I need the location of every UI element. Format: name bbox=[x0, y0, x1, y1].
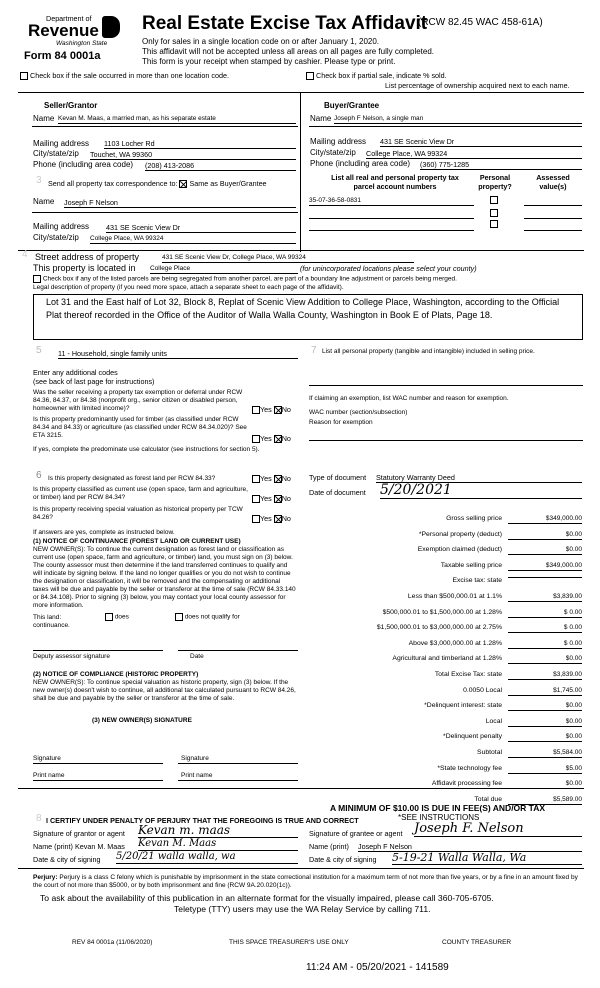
grantor-sig-label: Signature of grantor or agent bbox=[33, 829, 125, 838]
buyer-heading: Buyer/Grantee bbox=[324, 101, 380, 110]
tax-row-label: *Delinquent penalty bbox=[443, 733, 502, 740]
forest-question: Is this property designated as forest land per RCW 84.33? bbox=[48, 475, 216, 482]
d1-no-box[interactable] bbox=[274, 475, 282, 483]
grantor-signature: Kevan m. maas bbox=[138, 823, 298, 838]
grantor-name-label: Name (print) Kevan M. Maas bbox=[33, 842, 125, 851]
this-land-label: This land: bbox=[33, 614, 62, 621]
agency-name: Revenue bbox=[28, 21, 99, 40]
compliance-title: (2) NOTICE OF COMPLIANCE (HISTORIC PROPERTY) bbox=[33, 671, 199, 678]
does-check[interactable]: does bbox=[105, 613, 129, 622]
buyer-mail: 431 SE Scenic View Dr bbox=[380, 137, 582, 147]
buyer-name-label: Name bbox=[310, 114, 332, 123]
personal-header: Personal property? bbox=[478, 173, 512, 191]
q2-no-box[interactable] bbox=[274, 435, 282, 443]
grantor-date-city: 5/20/21 walla walla, wa bbox=[116, 851, 298, 864]
buyer-city-label: City/state/zip bbox=[310, 148, 356, 157]
d1-yes-no: Yes No bbox=[252, 474, 291, 483]
rcw-ref: (RCW 82.45 WAC 458-61A) bbox=[418, 17, 543, 28]
seller-city-label: City/state/zip bbox=[33, 149, 79, 158]
q1-no-box[interactable] bbox=[274, 406, 282, 414]
parcel-row-1: 35-07-36-58-0831 bbox=[309, 197, 474, 206]
section-4-num: 4 bbox=[22, 249, 28, 260]
tax-row-value: $0.00 bbox=[508, 531, 582, 540]
timber-question: Is this property predominantly used for timber (as classified under RCW 84.34 and 84.33) or agriculture (as classified under RCW 84.34.020)? See ETA 3215. bbox=[33, 416, 247, 439]
parcels-header: List all real and personal property tax parcel account numbers bbox=[331, 173, 459, 191]
grantor-name-hand: Kevan M. Maas bbox=[138, 838, 298, 851]
deputy-signature-label: Deputy assessor signature bbox=[33, 653, 110, 660]
seller-phone: (208) 413-2086 bbox=[145, 161, 296, 171]
additional-codes-label: Enter any additional codes bbox=[33, 368, 118, 377]
logo-icon bbox=[102, 16, 120, 38]
seller-name: Kevan M. Maas, a married man, as his separate estate bbox=[58, 115, 296, 124]
tax-row-value bbox=[508, 577, 582, 578]
owner-print-label: Print name bbox=[33, 772, 65, 779]
tax-row-value: $3,839.00 bbox=[508, 593, 582, 602]
header-note-3: This form is your receipt when stamped by cashier. Please type or print. bbox=[142, 57, 396, 66]
tax-row-label: *Delinquent interest: state bbox=[424, 702, 502, 709]
header-note-2: This affidavit will not be accepted unless all areas on all pages are fully completed. bbox=[142, 47, 435, 56]
d2-yes-box[interactable] bbox=[252, 495, 260, 503]
d3-no-box[interactable] bbox=[274, 515, 282, 523]
buyer-mail-label: Mailing address bbox=[310, 137, 367, 146]
d2-no-box[interactable] bbox=[274, 495, 282, 503]
buyer-name: Joseph F Nelson, a single man bbox=[334, 115, 582, 124]
tax-row-value: $ 0.00 bbox=[508, 609, 582, 618]
same-as-buyer-checkbox[interactable] bbox=[179, 180, 187, 188]
tax-row-label: $500,000.01 to $1,500,000.00 at 1.28% bbox=[382, 609, 502, 616]
form-number: Form 84 0001a bbox=[24, 50, 101, 62]
tax-row-label: Above $3,000,000.00 at 1.28% bbox=[408, 640, 502, 647]
certify-text: I CERTIFY UNDER PENALTY OF PERJURY THAT THE FOREGOING IS TRUE AND CORRECT bbox=[46, 816, 359, 825]
legal-description: Lot 31 and the East half of Lot 32, Block 8, Replat of Scenic View Addition to College Place, Washington, according to the Official Plat thereof recorded in the Office of the Auditor of Walla Walla County, Washington in Book E of Plats, Page 18. bbox=[33, 294, 583, 340]
tax-row-value: $5,584.00 bbox=[508, 749, 582, 758]
alt-format-note: To ask about the availability of this publication in an alternate format for the visually impaired, please call 360-705-6705. bbox=[40, 893, 494, 903]
county-treasurer-label: COUNTY TREASURER bbox=[442, 939, 512, 946]
partial-sale-sub: List percentage of ownership acquired next to each name. bbox=[385, 81, 570, 90]
tax-row-value: $0.00 bbox=[508, 718, 582, 727]
grantee-date-city: 5-19-21 Walla Walla, Wa bbox=[392, 851, 582, 865]
corr-name-label: Name bbox=[33, 197, 55, 206]
tax-row-label: Total due bbox=[474, 796, 502, 803]
grantee-date-label: Date & city of signing bbox=[309, 855, 377, 864]
tty-note: Teletype (TTY) users may use the WA Relay Service by calling 711. bbox=[174, 904, 431, 914]
tax-row-value: $0.00 bbox=[508, 655, 582, 664]
street-label: Street address of property bbox=[35, 252, 140, 262]
multi-location-check[interactable]: Check box if the sale occurred in more than one location code. bbox=[20, 71, 229, 80]
tax-row-label: *State technology fee bbox=[437, 765, 502, 772]
q1-yes-no: Yes No bbox=[252, 405, 291, 414]
section-8-num: 8 bbox=[36, 813, 42, 824]
located-city: College Place bbox=[150, 265, 298, 274]
correspondence-label: Send all property tax correspondence to: Same as Buyer/Grantee bbox=[48, 179, 267, 188]
seller-city: Touchet, WA 99360 bbox=[90, 150, 296, 160]
continuance-label: continuance. bbox=[33, 622, 70, 629]
partial-sale-check[interactable]: Check box if partial sale, indicate % sold. bbox=[306, 71, 447, 80]
seller-phone-label: Phone (including area code) bbox=[33, 160, 134, 169]
seller-name-label: Name bbox=[33, 114, 55, 123]
exemption-claim-label: If claiming an exemption, list WAC number and reason for exemption. bbox=[309, 395, 509, 402]
tax-row-label: Taxable selling price bbox=[440, 562, 502, 569]
corr-city-label: City/state/zip bbox=[33, 233, 79, 242]
tax-row-label: 0.0050 Local bbox=[463, 687, 502, 694]
exemption-reason-label: Reason for exemption bbox=[309, 419, 373, 426]
tax-row-label: $1,500,000.01 to $3,000,000.00 at 2.75% bbox=[376, 624, 502, 631]
tax-row-value: $0.00 bbox=[508, 733, 582, 742]
land-use-code: 11 - Household, single family units bbox=[58, 349, 298, 359]
historic-question: Is this property receiving special valuation as historical property per TCW 84.26? bbox=[33, 506, 243, 521]
continuance-text: NEW OWNER(S): To continue the current designation as forest land or classification as current use (open space, farm and agriculture, or timber) land, you must sign on (3) below. The county assessor must then determine if the land transferred continues to qualify and will indicate by signing below. If the land no longer qualifies or you do not wish to continue the designation or classification, it will be removed and the compensating or additional taxes will be due and payable by the seller or transferor at the time of sale (RCW 84.33.140 or 84.34.108). Prior to signing (3) below, you may contact your local county assessor for more information. bbox=[33, 546, 296, 609]
d1-yes-box[interactable] bbox=[252, 475, 260, 483]
continuance-title: (1) NOTICE OF CONTINUANCE (FOREST LAND OR CURRENT USE) bbox=[33, 538, 241, 545]
new-owner-title: (3) NEW OWNER(S) SIGNATURE bbox=[92, 717, 192, 724]
compliance-text: NEW OWNER(S): To continue special valuation as historic property, sign (3) below. If the new owner(s) doesn't wish to continue, all additional tax calculated pursuant to RCW 84.26, shall be due and payable by the seller or transferor at the time of sale. bbox=[33, 679, 296, 702]
tax-row-label: Local bbox=[485, 718, 502, 725]
tax-row-value: $ 0.00 bbox=[508, 640, 582, 649]
receipt-stamp: 11:24 AM - 05/20/2021 - 141589 bbox=[306, 962, 449, 973]
page-title: Real Estate Excise Tax Affidavit bbox=[142, 13, 428, 34]
doc-type: Statutory Warranty Deed bbox=[376, 473, 582, 483]
tax-row-value: $3,839.00 bbox=[508, 671, 582, 680]
personal-check-3[interactable] bbox=[490, 220, 498, 228]
perjury-notice: Perjury: Perjury is a class C felony which is punishable by imprisonment in the state correctional institution for a maximum term of not more than five years, or by a fine in an amount fixed by the court of not more than $5000, or by both imprisonment and fine (RCW 9A.20.020(1c)). bbox=[33, 874, 578, 889]
corr-mail: 431 SE Scenic View Dr bbox=[106, 223, 296, 233]
q2-yes-box[interactable] bbox=[252, 435, 260, 443]
wac-number-label: WAC number (section/subsection) bbox=[309, 409, 408, 416]
buyer-city: College Place, WA 99324 bbox=[366, 149, 582, 159]
q2-yes-no: Yes No bbox=[252, 434, 291, 443]
tax-row-value: $ 0.00 bbox=[508, 624, 582, 633]
header-note-1: Only for sales in a single location code on or after January 1, 2020. bbox=[142, 37, 380, 46]
tax-row-label: Subtotal bbox=[477, 749, 502, 756]
seller-heading: Seller/Grantor bbox=[44, 101, 98, 110]
personal-check-1[interactable] bbox=[490, 196, 498, 204]
tax-row-label: Total Excise Tax: state bbox=[434, 671, 502, 678]
corr-name: Joseph F Nelson bbox=[64, 198, 296, 208]
d3-yes-box[interactable] bbox=[252, 515, 260, 523]
tax-row-label: Less than $500,000.01 at 1.1% bbox=[407, 593, 502, 600]
doc-date-label: Date of document bbox=[309, 488, 366, 497]
buyer-phone-label: Phone (including area code) bbox=[310, 159, 411, 168]
tax-row-label: Exemption claimed (deduct) bbox=[417, 546, 502, 553]
corr-city: College Place, WA 99324 bbox=[90, 235, 296, 244]
doc-type-label: Type of document bbox=[309, 473, 367, 482]
section-5-num: 5 bbox=[36, 345, 42, 356]
personal-check-2[interactable] bbox=[490, 209, 498, 217]
does-not-check[interactable]: does not qualify for bbox=[175, 613, 240, 622]
owner-print-label-2: Print name bbox=[181, 772, 213, 779]
grantee-name-label: Name (print) bbox=[309, 842, 349, 851]
corr-mail-label: Mailing address bbox=[33, 222, 90, 231]
assessed-header: Assessed value(s) bbox=[536, 173, 570, 191]
minimum-due: A MINIMUM OF $10.00 IS DUE IN FEE(S) AND/OR TAX bbox=[330, 803, 546, 813]
q1-yes-box[interactable] bbox=[252, 406, 260, 414]
tax-row-value: $5,589.00 bbox=[508, 796, 582, 805]
state-label: Washington State bbox=[56, 40, 108, 47]
treasurer-use-label: THIS SPACE TREASURER'S USE ONLY bbox=[229, 939, 349, 946]
segregation-check[interactable]: Check box if any of the listed parcels are being segregated from another parcel, are part of a boundary line adjustment or parcels being merged. bbox=[33, 275, 457, 284]
street-address: 431 SE Scenic View Dr, College Place, WA 99324 bbox=[162, 254, 414, 263]
section-3-num: 3 bbox=[36, 175, 42, 186]
tax-row-label: Agricultural and timberland at 1.28% bbox=[392, 655, 502, 662]
seller-mail-label: Mailing address bbox=[33, 139, 90, 148]
tax-row-value: $349,000.00 bbox=[508, 562, 582, 571]
grantor-date-label: Date & city of signing bbox=[33, 855, 101, 864]
tax-row-label: Gross selling price bbox=[446, 515, 502, 522]
see-instructions: *SEE INSTRUCTIONS bbox=[398, 813, 480, 822]
section-7-num: 7 bbox=[311, 345, 317, 356]
tax-row-value: $349,000.00 bbox=[508, 515, 582, 524]
tax-row-value: $1,745.00 bbox=[508, 687, 582, 696]
section-6-num: 6 bbox=[36, 470, 42, 481]
tax-row-label: Excise tax: state bbox=[452, 577, 502, 584]
d3-yes-no: Yes No bbox=[252, 514, 291, 523]
tax-row-label: *Personal property (deduct) bbox=[418, 531, 502, 538]
predominate-note: If yes, complete the predominate use calculator (see instructions for section 5). bbox=[33, 446, 260, 453]
located-label: This property is located in bbox=[33, 263, 136, 273]
deputy-date-label: Date bbox=[190, 653, 204, 660]
tax-row-value: $0.00 bbox=[508, 546, 582, 555]
current-use-question: Is this property classified as current use (open space, farm and agriculture, or timber) land per RCW 84.34? bbox=[33, 486, 248, 501]
unincorporated-note: (for unincorporated locations please select your county) bbox=[300, 264, 477, 273]
additional-codes-sub: (see back of last page for instructions) bbox=[33, 377, 155, 386]
owner-signature-label-2: Signature bbox=[181, 755, 209, 762]
revision-label: REV 84 0001a (11/06/2020) bbox=[72, 939, 153, 946]
tax-row-value: $0.00 bbox=[508, 780, 582, 789]
grantee-sig-label: Signature of grantee or agent bbox=[309, 829, 403, 838]
legal-label: Legal description of property (if you need more space, attach a separate sheet to each page of the affidavit). bbox=[33, 284, 344, 291]
grantee-signature: Joseph F. Nelson bbox=[414, 821, 582, 837]
buyer-phone: (360) 775-1285 bbox=[420, 160, 582, 170]
personal-property-text: List all personal property (tangible and intangible) included in selling price. bbox=[322, 348, 535, 355]
seller-mail: 1103 Locher Rd bbox=[104, 139, 296, 149]
tax-row-label: Affidavit processing fee bbox=[431, 780, 502, 787]
d2-yes-no: Yes No bbox=[252, 494, 291, 503]
tax-row-value: $0.00 bbox=[508, 702, 582, 711]
tax-row-value: $5.00 bbox=[508, 765, 582, 774]
exemption-question: Was the seller receiving a property tax exemption or deferral under RCW 84.36, 84.37, or 84.38 (nonprofit org., senior citizen or disabled person, homeowner with limited income)? bbox=[33, 389, 243, 412]
owner-signature-label: Signature bbox=[33, 755, 61, 762]
grantee-name: Joseph F Nelson bbox=[358, 842, 582, 852]
doc-date: 5/20/2021 bbox=[380, 482, 582, 499]
dept-label: Department of bbox=[46, 14, 92, 23]
if-yes-note: If answers are yes, complete as instructed below. bbox=[33, 529, 175, 536]
